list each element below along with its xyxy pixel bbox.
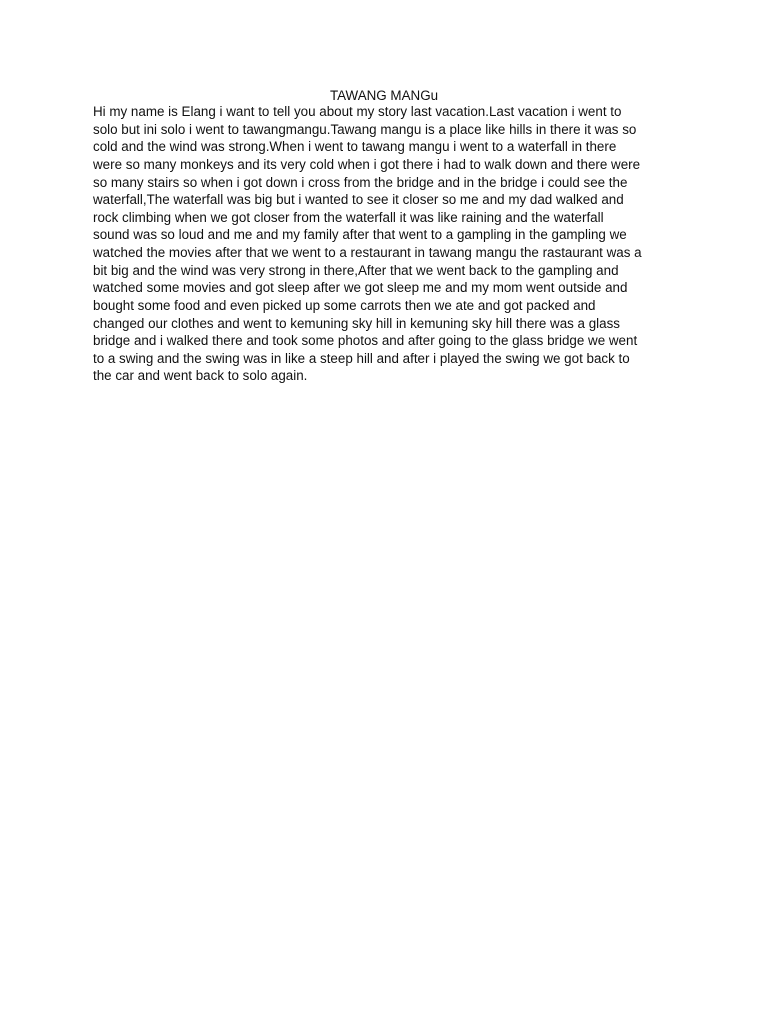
paragraph-line: Hi my name is Elang i want to tell you about my story last vacation.Last vacation i went to xyxy=(93,104,622,119)
story-paragraph xyxy=(93,103,693,385)
paragraph-line: to a swing and the swing was in like a steep hill and after i played the swing we got back to xyxy=(93,350,630,366)
paragraph-line: cold and the wind was strong.When i went to tawang mangu i went to a waterfall in there xyxy=(93,139,617,155)
paragraph-line: solo but ini solo i went to tawangmangu.Tawang mangu is a place like hills in there it was so xyxy=(93,121,637,137)
paragraph-line: watched some movies and got sleep after we got sleep me and my mom went outside and xyxy=(93,280,628,296)
paragraph-line: changed our clothes and went to kemuning sky hill in kemuning sky hill there was a glass xyxy=(93,315,620,331)
paragraph-line: bridge and i walked there and took some photos and after going to the glass bridge we went xyxy=(93,333,638,349)
paragraph-line: bit big and the wind was very strong in there,After that we went back to the gampling and xyxy=(93,262,619,278)
paragraph-line: watched the movies after that we went to a restaurant in tawang mangu the rastaurant was a xyxy=(93,245,642,260)
document-title: TAWANG MANGu xyxy=(329,88,439,103)
paragraph-line: were so many monkeys and its very cold when i got there i had to walk down and there were xyxy=(93,156,641,172)
paragraph-line: waterfall,The waterfall was big but i wanted to see it closer so me and my dad walked and xyxy=(93,192,624,208)
paragraph-line: rock climbing when we got closer from the waterfall it was like raining and the waterfall xyxy=(93,209,604,225)
paragraph-line: bought some food and even picked up some carrots then we ate and got packed and xyxy=(93,297,596,313)
paragraph-line: sound was so loud and me and my family after that went to a gampling in the gampling we xyxy=(93,227,627,243)
paragraph-line: so many stairs so when i got down i cross from the bridge and in the bridge i could see the xyxy=(93,174,628,190)
paragraph-line: the car and went back to solo again. xyxy=(93,368,308,384)
